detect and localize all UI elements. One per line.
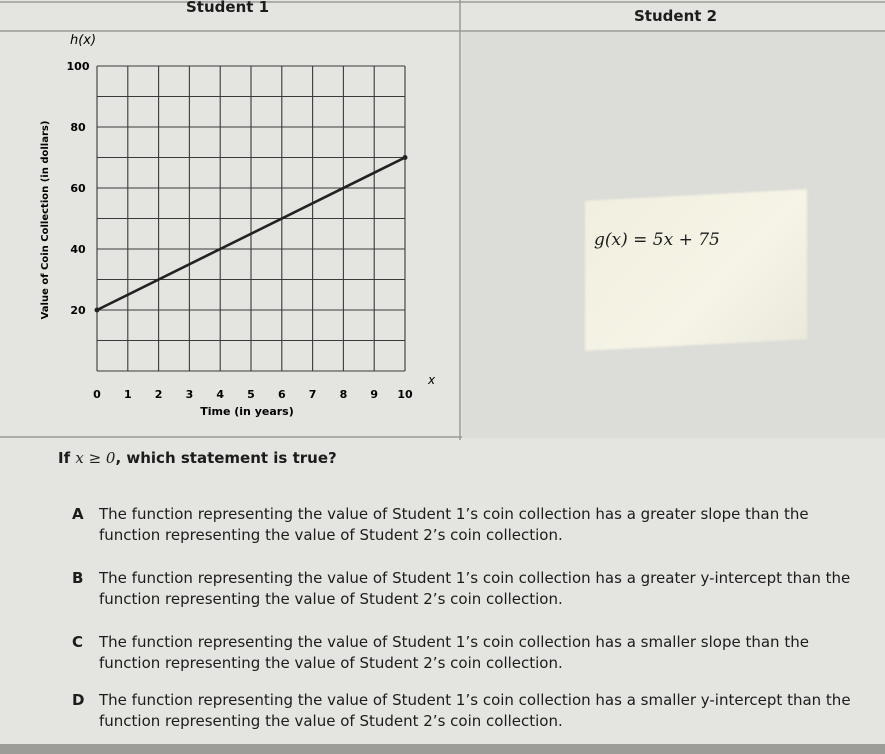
- y-tick-label: 20: [70, 304, 86, 317]
- question-math: x ≥ 0: [75, 449, 116, 467]
- option-letter: C: [72, 633, 84, 651]
- option-text: The function representing the value of Student 1’s coin collection has a greater slope than the function representing the value of Student 2’s coin collection.: [99, 505, 809, 544]
- y-tick-label: 100: [66, 60, 90, 73]
- paper-highlight: [585, 189, 807, 351]
- x-tick-label: 2: [154, 388, 163, 401]
- option-text: The function representing the value of Student 1’s coin collection has a smaller slope than the function representing the value of Student 2’s coin collection.: [99, 633, 809, 672]
- x-axis-symbol: x: [428, 373, 436, 387]
- y-axis-title: Value of Coin Collection (in dollars): [40, 120, 51, 320]
- x-tick-label: 6: [277, 388, 286, 401]
- x-tick-label: 1: [123, 388, 132, 401]
- chart-axes: [67, 60, 413, 401]
- chart-grid: [97, 66, 405, 371]
- x-tick-label: 0: [93, 388, 101, 401]
- y-tick-label: 40: [70, 243, 86, 256]
- question-text: [58, 449, 337, 467]
- option-text: The function representing the value of Student 1’s coin collection has a smaller y-intercept than the function representing the value of Student 2’s coin collection.: [99, 691, 851, 730]
- option-text: The function representing the value of Student 1’s coin collection has a greater y-intercept than the function representing the value of Student 2’s coin collection.: [99, 569, 851, 608]
- question-suffix: , which statement is true?: [115, 449, 337, 467]
- question-prefix: If: [58, 449, 76, 467]
- function-label: h(x): [70, 33, 97, 48]
- x-tick-label: 8: [339, 388, 348, 401]
- x-tick-label: 5: [247, 388, 255, 401]
- option-letter: B: [72, 569, 84, 587]
- x-tick-label: 3: [185, 388, 194, 401]
- x-tick-label: 4: [216, 388, 225, 401]
- y-tick-label: 80: [70, 121, 86, 134]
- student2-function: g(x) = 5x + 75: [594, 230, 720, 250]
- option-letter: A: [72, 505, 84, 523]
- bottom-strip: [0, 744, 885, 754]
- x-tick-label: 9: [370, 388, 379, 401]
- y-tick-label: 60: [70, 182, 86, 195]
- x-tick-label: 10: [397, 388, 413, 401]
- x-axis-title: Time (in years): [200, 405, 294, 418]
- student2-header: Student 2: [634, 7, 718, 25]
- option-letter: D: [72, 691, 85, 709]
- student1-header: Student 1: [186, 0, 270, 16]
- data-point: [403, 155, 408, 160]
- student1-graph: [0, 28, 460, 433]
- data-point: [95, 308, 100, 313]
- x-tick-label: 7: [308, 388, 317, 401]
